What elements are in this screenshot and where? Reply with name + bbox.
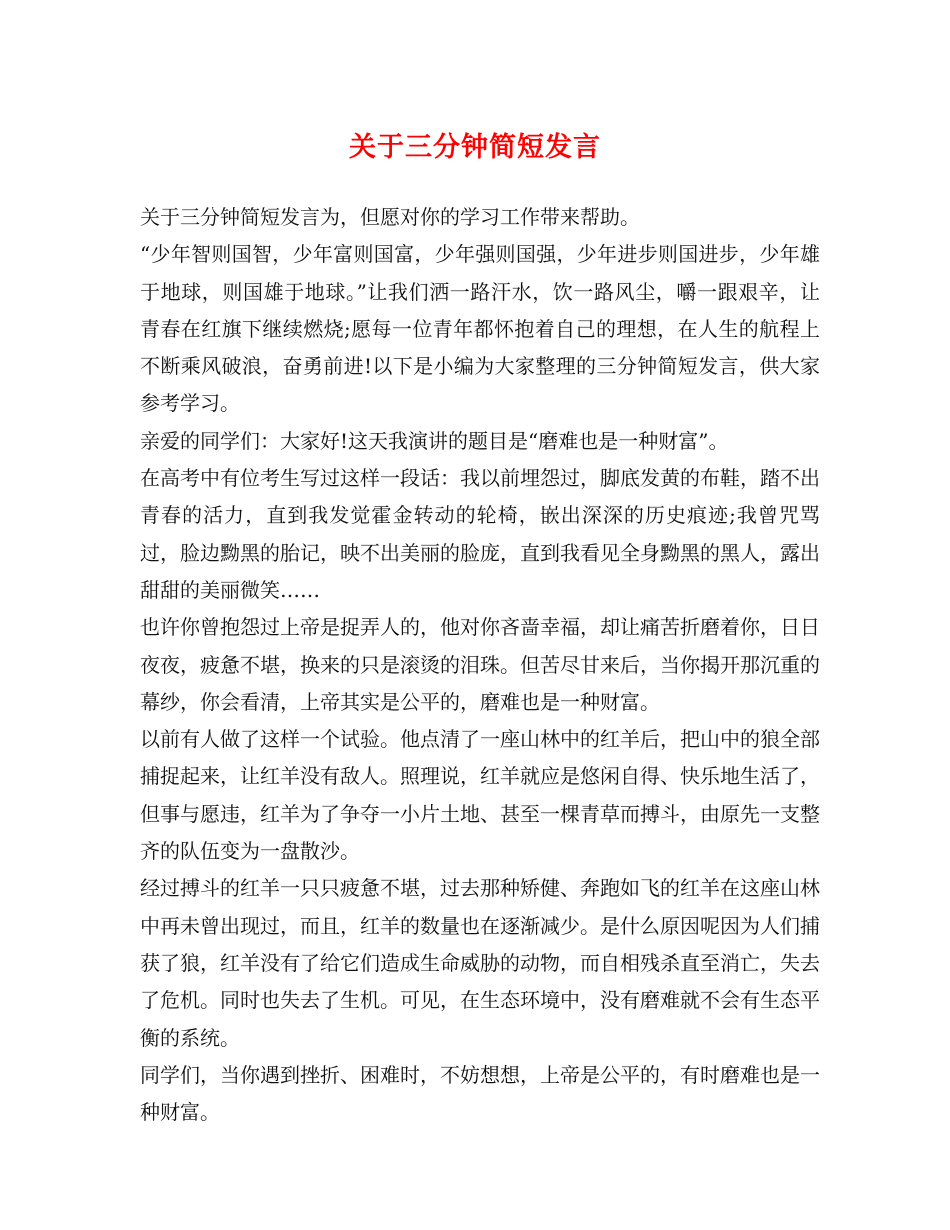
paragraph: “少年智则国智，少年富则国富，少年强则国强，少年进步则国进步，少年雄于地球，则国雄于地球。”让我们洒一路汗水，饮一路风尘，嚼一跟艰辛，让青春在红旗下继续燃烧;愿每一位青年都怀抱着自己的理想，在人生的航程上不断乘风破浪，奋勇前进!以下是小编为大家整理的三分钟简短发言，供大家参考学习。 bbox=[140, 242, 820, 416]
document-body bbox=[140, 199, 820, 1131]
paragraph: 关于三分钟简短发言为，但愿对你的学习工作带来帮助。 bbox=[140, 205, 640, 229]
paragraph: 以前有人做了这样一个试验。他点清了一座山林中的红羊后，把山中的狼全部捕捉起来，让红羊没有敌人。照理说，红羊就应是悠闲自得、快乐地生活了，但事与愿违，红羊为了争夺一小片土地、甚至一棵青草而搏斗，由原先一支整齐的队伍变为一盘散沙。 bbox=[140, 727, 820, 864]
document-title: 关于三分钟简短发言 bbox=[349, 132, 601, 163]
paragraph: 同学们，当你遇到挫折、困难时，不妨想想，上帝是公平的，有时磨难也是一种财富。 bbox=[140, 1062, 820, 1125]
paragraph: 亲爱的同学们：大家好!这天我演讲的题目是“磨难也是一种财富”。 bbox=[140, 428, 729, 453]
paragraph: 经过搏斗的红羊一只只疲惫不堪，过去那种矫健、奔跑如飞的红羊在这座山林中再未曾出现过，而且，红羊的数量也在逐渐减少。是什么原因呢因为人们捕获了狼，红羊没有了给它们造成生命威胁的动物，而自相残杀直至消亡，失去了危机。同时也失去了生机。可见，在生态环境中，没有磨难就不会有生态平衡的系统。 bbox=[140, 876, 820, 1050]
paragraph: 在高考中有位考生写过这样一段话：我以前埋怨过，脚底发黄的布鞋，踏不出青春的活力，直到我发觉霍金转动的轮椅，嵌出深深的历史痕迹;我曾咒骂过，脸边黝黑的胎记，映不出美丽的脸庞，直到我看见全身黝黑的黑人，露出甜甜的美丽微笑…… bbox=[140, 466, 820, 602]
paragraph: 也许你曾抱怨过上帝是捉弄人的，他对你吝啬幸福，却让痛苦折磨着你，日日夜夜，疲惫不堪，换来的只是滚烫的泪珠。但苦尽甘来后，当你揭开那沉重的幕纱，你会看清，上帝其实是公平的，磨难也是一种财富。 bbox=[140, 615, 820, 714]
